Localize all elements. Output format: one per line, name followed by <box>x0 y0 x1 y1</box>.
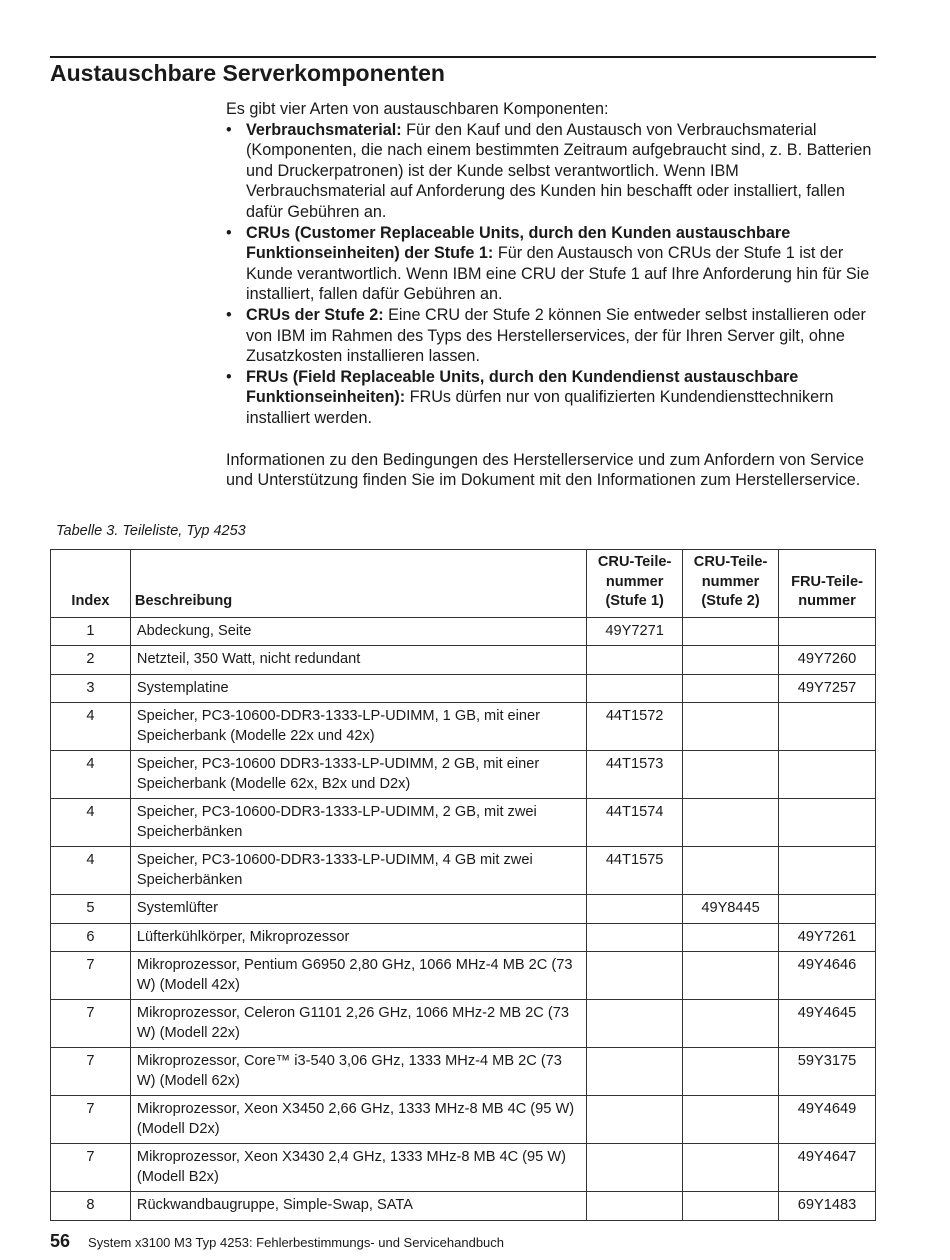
cell-index: 7 <box>51 952 131 1000</box>
cell-description: Netzteil, 350 Watt, nicht redundant <box>130 646 586 675</box>
cell-cru-tier2 <box>683 1000 779 1048</box>
cell-index: 7 <box>51 1000 131 1048</box>
cell-cru-tier2 <box>683 617 779 646</box>
list-item-text: Für den Austausch von CRUs der Stufe 1 ist der Kunde verantwortlich. Wenn IBM eine CRU der Stufe 1 auf Ihre Anforderung hin für Sie installiert, fallen dafür Gebühren an. <box>246 244 870 304</box>
intro-paragraph: Es gibt vier Arten von austauschbaren Komponenten: <box>226 100 609 118</box>
cell-description: Speicher, PC3-10600-DDR3-1333-LP-UDIMM, 2 GB, mit zwei Speicherbänken <box>130 799 586 847</box>
cell-cru-tier2 <box>683 646 779 675</box>
list-item-term: Verbrauchsmaterial: <box>246 120 402 139</box>
cell-cru-tier1 <box>587 646 683 675</box>
page-title: Austauschbare Serverkomponenten <box>50 60 445 86</box>
cell-index: 8 <box>51 1192 131 1221</box>
page-number: 56 <box>50 1231 71 1251</box>
cell-fru: 49Y4645 <box>779 1000 876 1048</box>
cell-description: Systemlüfter <box>130 895 586 924</box>
bullet-icon: • <box>226 305 232 324</box>
cell-fru <box>779 703 876 751</box>
cell-index: 5 <box>51 895 131 924</box>
cell-fru: 49Y4646 <box>779 952 876 1000</box>
cell-index: 4 <box>51 703 131 751</box>
cell-fru: 59Y3175 <box>779 1048 876 1096</box>
cell-cru-tier2 <box>683 1144 779 1192</box>
cell-description: Rückwandbaugruppe, Simple-Swap, SATA <box>130 1192 586 1221</box>
cell-fru <box>779 895 876 924</box>
cell-fru: 49Y4649 <box>779 1096 876 1144</box>
list-item-text: Für den Kauf und den Austausch von Verbrauchsmaterial (Komponenten, die nach einem bestimmten Zeitraum aufgebraucht sind, z. B. Batterien und Druckerpatronen) ist der Kunde selbst verantwortlich. Wenn IBM Verbrauchsmaterial auf Anforderung des Kunden hin beschafft oder installiert, fallen dafür Gebühren an. <box>246 120 872 221</box>
list-item <box>226 223 880 305</box>
cell-cru-tier1 <box>587 1096 683 1144</box>
bullet-icon: • <box>226 120 232 139</box>
table-row <box>51 1000 876 1048</box>
cell-cru-tier1 <box>587 674 683 703</box>
cell-index: 6 <box>51 923 131 952</box>
list-item-text: Eine CRU der Stufe 2 können Sie entweder selbst installieren oder von IBM im Rahmen des Typs des Herstellerservices, der für Ihren Server gilt, ohne Zusatzkosten installieren lassen. <box>246 305 866 366</box>
table-caption: Tabelle 3. Teileliste, Typ 4253 <box>56 523 246 539</box>
component-type-list <box>226 120 880 429</box>
cell-description: Mikroprozessor, Celeron G1101 2,26 GHz, 1066 MHz-2 MB 2C (73 W) (Modell 22x) <box>130 1000 586 1048</box>
header-rule <box>50 56 876 58</box>
table-row <box>51 799 876 847</box>
cell-index: 7 <box>51 1048 131 1096</box>
cell-cru-tier2 <box>683 703 779 751</box>
cell-fru: 49Y4647 <box>779 1144 876 1192</box>
cell-cru-tier2 <box>683 847 779 895</box>
cell-cru-tier1 <box>587 923 683 952</box>
cell-index: 4 <box>51 799 131 847</box>
cell-index: 2 <box>51 646 131 675</box>
table-header-row <box>51 550 876 618</box>
cell-fru: 49Y7261 <box>779 923 876 952</box>
cell-cru-tier2 <box>683 799 779 847</box>
cell-index: 7 <box>51 1144 131 1192</box>
bullet-icon: • <box>226 223 232 242</box>
cell-cru-tier1 <box>587 1048 683 1096</box>
cell-fru <box>779 751 876 799</box>
cell-cru-tier1: 44T1574 <box>587 799 683 847</box>
cell-index: 3 <box>51 674 131 703</box>
cell-cru-tier2: 49Y8445 <box>683 895 779 924</box>
cell-description: Abdeckung, Seite <box>130 617 586 646</box>
table-row <box>51 751 876 799</box>
cell-fru <box>779 799 876 847</box>
cell-cru-tier1: 44T1575 <box>587 847 683 895</box>
table-row <box>51 1096 876 1144</box>
cell-description: Speicher, PC3-10600 DDR3-1333-LP-UDIMM, 2 GB, mit einer Speicherbank (Modelle 62x, B2x und D2x) <box>130 751 586 799</box>
cell-cru-tier2 <box>683 751 779 799</box>
cell-cru-tier1: 49Y7271 <box>587 617 683 646</box>
cell-fru: 69Y1483 <box>779 1192 876 1221</box>
cell-cru-tier1 <box>587 1000 683 1048</box>
cell-description: Systemplatine <box>130 674 586 703</box>
column-header-description: Beschreibung <box>130 550 586 618</box>
table-row <box>51 952 876 1000</box>
cell-cru-tier2 <box>683 952 779 1000</box>
table-row <box>51 895 876 924</box>
cell-cru-tier1: 44T1573 <box>587 751 683 799</box>
cell-fru <box>779 617 876 646</box>
list-item <box>226 120 880 223</box>
table-row <box>51 1048 876 1096</box>
cell-description: Mikroprozessor, Pentium G6950 2,80 GHz, 1066 MHz-4 MB 2C (73 W) (Modell 42x) <box>130 952 586 1000</box>
list-item <box>226 367 880 429</box>
cell-description: Speicher, PC3-10600-DDR3-1333-LP-UDIMM, 4 GB mit zwei Speicherbänken <box>130 847 586 895</box>
list-item-term: FRUs (Field Replaceable Units, durch den Kundendienst austauschbare Funktionseinheiten): <box>246 367 799 407</box>
cell-cru-tier2 <box>683 1048 779 1096</box>
cell-description: Lüfterkühlkörper, Mikroprozessor <box>130 923 586 952</box>
cell-description: Mikroprozessor, Core™ i3-540 3,06 GHz, 1333 MHz-4 MB 2C (73 W) (Modell 62x) <box>130 1048 586 1096</box>
cell-fru: 49Y7257 <box>779 674 876 703</box>
table-row <box>51 617 876 646</box>
list-item-term: CRUs (Customer Replaceable Units, durch den Kunden austauschbare Funktionseinheiten) der Stufe 1: <box>246 223 791 263</box>
table-row <box>51 1192 876 1221</box>
table-row <box>51 847 876 895</box>
body-text <box>226 99 880 491</box>
cell-index: 4 <box>51 847 131 895</box>
cell-index: 1 <box>51 617 131 646</box>
service-info-paragraph: Informationen zu den Bedingungen des Herstellerservice und zum Anfordern von Service und Unterstützung finden Sie im Dokument mit den Informationen zum Herstellerservice. <box>226 450 864 490</box>
table-row <box>51 674 876 703</box>
cell-description: Speicher, PC3-10600-DDR3-1333-LP-UDIMM, 1 GB, mit einer Speicherbank (Modelle 22x und 42x) <box>130 703 586 751</box>
table-row <box>51 703 876 751</box>
cell-cru-tier2 <box>683 674 779 703</box>
cell-cru-tier1 <box>587 1192 683 1221</box>
bullet-icon: • <box>226 367 232 386</box>
list-item-text: FRUs dürfen nur von qualifizierten Kundendiensttechnikern installiert werden. <box>246 388 834 427</box>
list-item-term: CRUs der Stufe 2: <box>246 305 384 324</box>
cell-fru: 49Y7260 <box>779 646 876 675</box>
cell-fru <box>779 847 876 895</box>
cell-index: 7 <box>51 1096 131 1144</box>
cell-cru-tier2 <box>683 1096 779 1144</box>
table-row <box>51 646 876 675</box>
cell-cru-tier1 <box>587 1144 683 1192</box>
cell-description: Mikroprozessor, Xeon X3450 2,66 GHz, 1333 MHz-8 MB 4C (95 W) (Modell D2x) <box>130 1096 586 1144</box>
column-header-index: Index <box>51 550 131 618</box>
column-header-cru-tier2: CRU-Teile-nummer (Stufe 2) <box>683 550 779 618</box>
cell-cru-tier1 <box>587 952 683 1000</box>
table-row <box>51 1144 876 1192</box>
cell-cru-tier1 <box>587 895 683 924</box>
column-header-fru: FRU-Teile-nummer <box>779 550 876 618</box>
cell-index: 4 <box>51 751 131 799</box>
column-header-cru-tier1: CRU-Teile-nummer (Stufe 1) <box>587 550 683 618</box>
list-item <box>226 305 880 367</box>
cell-cru-tier2 <box>683 923 779 952</box>
cell-cru-tier1: 44T1572 <box>587 703 683 751</box>
cell-cru-tier2 <box>683 1192 779 1221</box>
table-row <box>51 923 876 952</box>
parts-table <box>50 549 876 1221</box>
cell-description: Mikroprozessor, Xeon X3430 2,4 GHz, 1333 MHz-8 MB 4C (95 W) (Modell B2x) <box>130 1144 586 1192</box>
footer-text: System x3100 M3 Typ 4253: Fehlerbestimmungs- und Servicehandbuch <box>88 1235 505 1250</box>
page-footer <box>50 1231 504 1252</box>
